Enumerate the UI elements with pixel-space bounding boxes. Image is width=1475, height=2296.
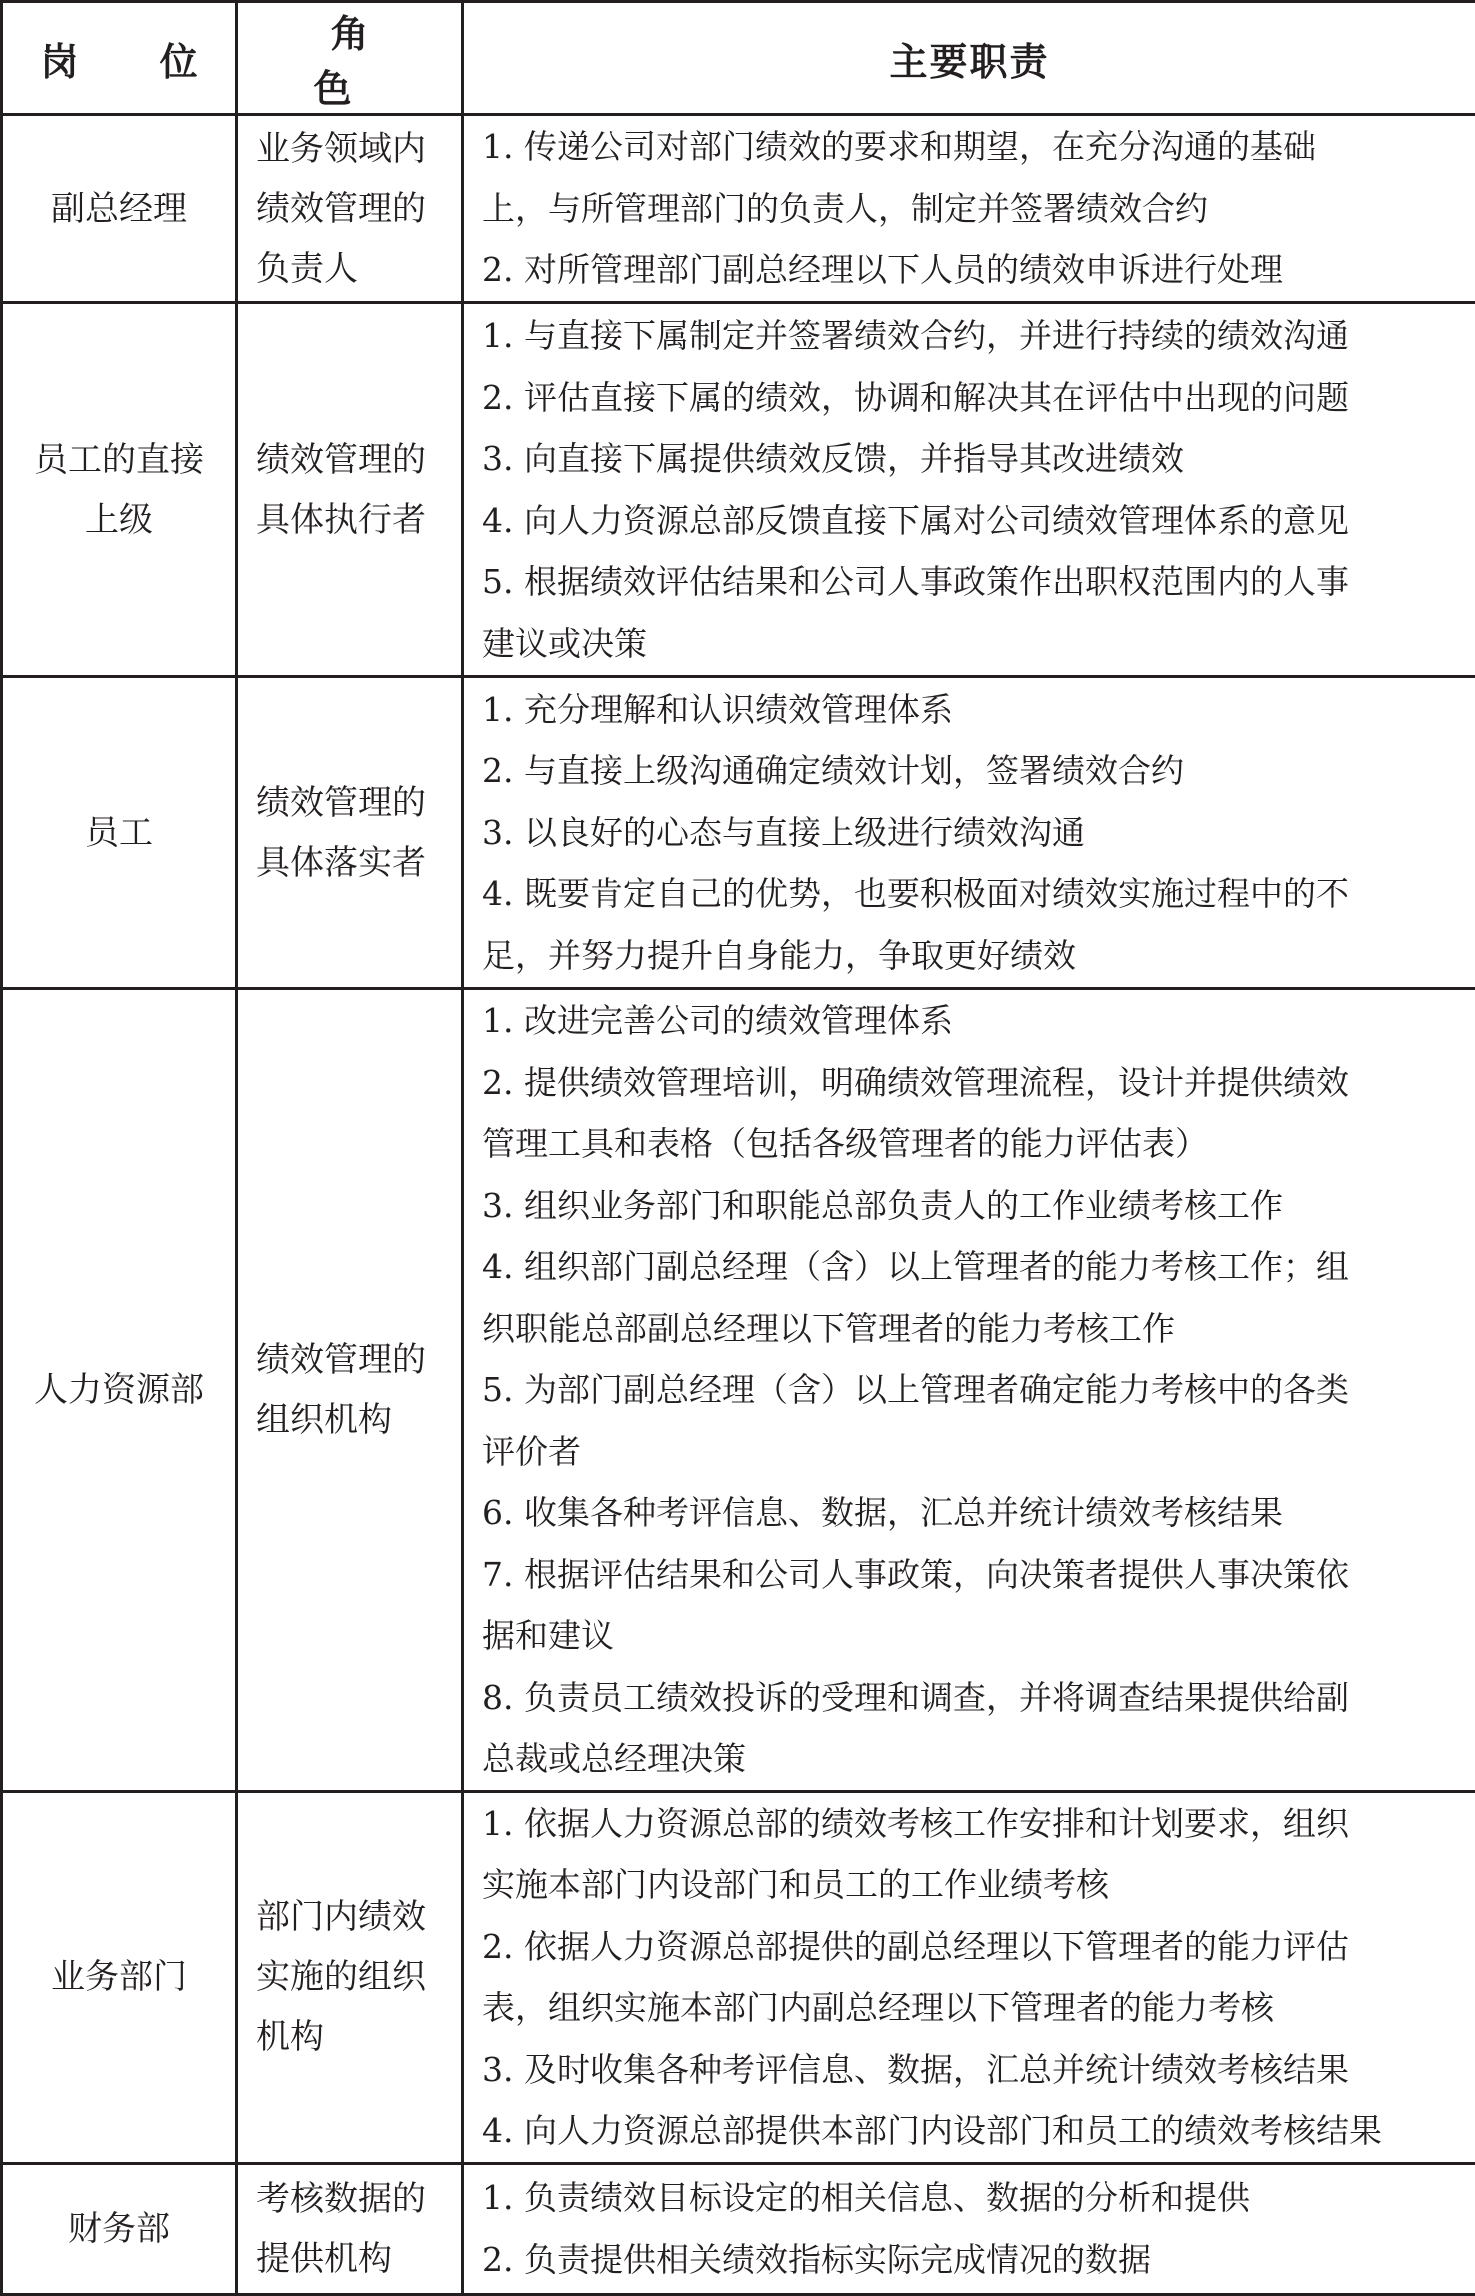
table-row (2, 1791, 1475, 2163)
position-cell (2, 989, 237, 1792)
duty-line: 1. 传递公司对部门绩效的要求和期望，在充分沟通的基础 (482, 116, 1469, 178)
role-line: 绩效管理的 (256, 179, 449, 239)
role-line: 负责人 (256, 239, 449, 299)
duties-cell (463, 677, 1475, 989)
header-duties: 主要职责 (463, 2, 1475, 115)
role-line: 绩效管理的 (256, 430, 449, 490)
duty-line: 1. 充分理解和认识绩效管理体系 (482, 679, 1469, 741)
position-line: 员工的直接 (9, 430, 229, 490)
position-cell (2, 2163, 237, 2294)
role-line: 绩效管理的 (256, 773, 449, 833)
role-line: 业务领域内 (256, 119, 449, 179)
duty-line: 5. 为部门副总经理（含）以上管理者确定能力考核中的各类 (482, 1359, 1469, 1421)
duty-line: 1. 依据人力资源总部的绩效考核工作安排和计划要求，组织 (482, 1793, 1469, 1855)
duty-line: 1. 负责绩效目标设定的相关信息、数据的分析和提供 (482, 2167, 1469, 2229)
position-line: 员工 (9, 803, 229, 863)
role-line: 考核数据的 (256, 2169, 449, 2229)
duties-cell (463, 303, 1475, 677)
duty-line: 实施本部门内设部门和员工的工作业绩考核 (482, 1854, 1469, 1916)
duty-line: 2. 评估直接下属的绩效，协调和解决其在评估中出现的问题 (482, 367, 1469, 429)
role-cell (237, 303, 463, 677)
duty-line: 总裁或总经理决策 (482, 1728, 1469, 1790)
duty-line: 2. 与直接上级沟通确定绩效计划，签署绩效合约 (482, 740, 1469, 802)
role-line: 提供机构 (256, 2229, 449, 2289)
table-body (2, 115, 1475, 2295)
duty-line: 3. 向直接下属提供绩效反馈，并指导其改进绩效 (482, 428, 1469, 490)
table-row (2, 115, 1475, 303)
role-line: 组织机构 (256, 1390, 449, 1450)
position-cell (2, 115, 237, 303)
role-line: 绩效管理的 (256, 1330, 449, 1390)
duty-line: 4. 向人力资源总部提供本部门内设部门和员工的绩效考核结果 (482, 2100, 1469, 2162)
role-cell (237, 677, 463, 989)
role-line: 具体执行者 (256, 490, 449, 550)
duty-line: 3. 组织业务部门和职能总部负责人的工作业绩考核工作 (482, 1175, 1469, 1237)
duty-line: 1. 与直接下属制定并签署绩效合约，并进行持续的绩效沟通 (482, 305, 1469, 367)
duty-line: 上，与所管理部门的负责人，制定并签署绩效合约 (482, 178, 1469, 240)
duties-cell (463, 1791, 1475, 2163)
header-role: 角 色 (237, 2, 463, 115)
duty-line: 2. 提供绩效管理培训，明确绩效管理流程，设计并提供绩效 (482, 1052, 1469, 1114)
role-line: 机构 (256, 2007, 449, 2067)
role-cell (237, 2163, 463, 2294)
duty-line: 足，并努力提升自身能力，争取更好绩效 (482, 925, 1469, 987)
duty-line: 评价者 (482, 1421, 1469, 1483)
duty-line: 2. 对所管理部门副总经理以下人员的绩效申诉进行处理 (482, 239, 1469, 301)
duty-line: 2. 依据人力资源总部提供的副总经理以下管理者的能力评估 (482, 1916, 1469, 1978)
duties-cell (463, 989, 1475, 1792)
position-line: 财务部 (9, 2199, 229, 2259)
table-row (2, 303, 1475, 677)
table-row (2, 2163, 1475, 2294)
table-row (2, 677, 1475, 989)
position-cell (2, 677, 237, 989)
header-position: 岗 位 (2, 2, 237, 115)
duty-line: 管理工具和表格（包括各级管理者的能力评估表） (482, 1113, 1469, 1175)
duty-line: 织职能总部副总经理以下管理者的能力考核工作 (482, 1298, 1469, 1360)
role-line: 具体落实者 (256, 833, 449, 893)
duties-cell (463, 2163, 1475, 2294)
duty-line: 2. 负责提供相关绩效指标实际完成情况的数据 (482, 2229, 1469, 2291)
role-line: 实施的组织 (256, 1947, 449, 2007)
position-cell (2, 303, 237, 677)
duty-line: 建议或决策 (482, 613, 1469, 675)
role-cell (237, 1791, 463, 2163)
table-row (2, 989, 1475, 1792)
table-header-row (2, 2, 1475, 115)
duty-line: 5. 根据绩效评估结果和公司人事政策作出职权范围内的人事 (482, 551, 1469, 613)
duties-cell (463, 115, 1475, 303)
position-line: 副总经理 (9, 179, 229, 239)
position-line: 业务部门 (9, 1947, 229, 2007)
position-line: 人力资源部 (9, 1360, 229, 1420)
role-cell (237, 989, 463, 1792)
duty-line: 表，组织实施本部门内副总经理以下管理者的能力考核 (482, 1977, 1469, 2039)
duty-line: 3. 及时收集各种考评信息、数据，汇总并统计绩效考核结果 (482, 2039, 1469, 2101)
role-line: 部门内绩效 (256, 1887, 449, 1947)
duty-line: 3. 以良好的心态与直接上级进行绩效沟通 (482, 802, 1469, 864)
duty-line: 4. 既要肯定自己的优势，也要积极面对绩效实施过程中的不 (482, 863, 1469, 925)
duty-line: 据和建议 (482, 1605, 1469, 1667)
position-line: 上级 (9, 490, 229, 550)
duty-line: 1. 改进完善公司的绩效管理体系 (482, 990, 1469, 1052)
duty-line: 6. 收集各种考评信息、数据，汇总并统计绩效考核结果 (482, 1482, 1469, 1544)
duty-line: 4. 组织部门副总经理（含）以上管理者的能力考核工作；组 (482, 1236, 1469, 1298)
duty-line: 4. 向人力资源总部反馈直接下属对公司绩效管理体系的意见 (482, 490, 1469, 552)
position-cell (2, 1791, 237, 2163)
duty-line: 7. 根据评估结果和公司人事政策，向决策者提供人事决策依 (482, 1544, 1469, 1606)
role-cell (237, 115, 463, 303)
duty-line: 8. 负责员工绩效投诉的受理和调查，并将调查结果提供给副 (482, 1667, 1469, 1729)
